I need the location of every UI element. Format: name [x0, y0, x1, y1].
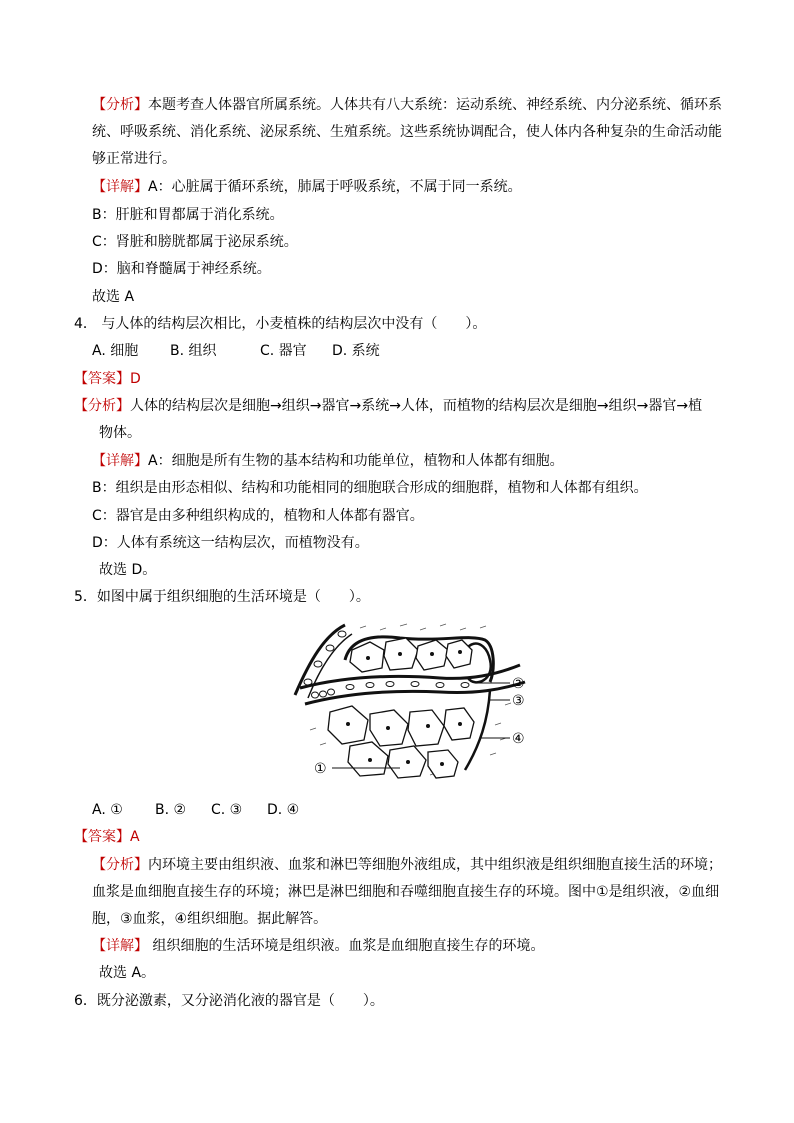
q5-option-c: C. ③ [211, 802, 243, 818]
q4-stem: 4． 与人体的结构层次相比，小麦植株的结构层次中没有（ ）。 [74, 316, 487, 332]
q3-analysis-line-2: 统、呼吸系统、消化系统、泌尿系统、生殖系统。这些系统协调配合，使人体内各种复杂的生命活动能 [92, 124, 722, 140]
q4-detail-b: B：组织是由形态相似、结构和功能相同的细胞联合形成的细胞群，植物和人体都有组织。 [92, 480, 648, 496]
q5-analysis-line-1 [92, 855, 722, 875]
analysis-text: 人体的结构层次是细胞→组织→器官→系统→人体，而植物的结构层次是细胞→组织→器官→植 [130, 398, 703, 414]
analysis-text: 本题考查人体器官所属系统。人体共有八大系统：运动系统、神经系统、内分泌系统、循环系 [148, 97, 722, 113]
analysis-tag: 【分析】 [74, 398, 130, 414]
q4-options [92, 341, 380, 361]
detail-text: A：细胞是所有生物的基本结构和功能单位，植物和人体都有细胞。 [148, 453, 564, 469]
q4-analysis-line-1 [74, 396, 702, 416]
tissue-cells-lower [328, 706, 474, 778]
q3-detail-b: B：肝脏和胃都属于消化系统。 [92, 207, 284, 223]
q5-option-d: D. ④ [267, 802, 300, 818]
analysis-tag: 【分析】 [92, 97, 148, 113]
q4-detail-c: C：器官是由多种组织构成的，植物和人体都有器官。 [92, 508, 424, 524]
q3-detail-c: C：肾脏和膀胱都属于泌尿系统。 [92, 234, 298, 250]
tissue-diagram [290, 620, 540, 790]
q5-answer [74, 827, 140, 847]
label-2: ② [512, 676, 525, 692]
analysis-text: 内环境主要由组织液、血浆和淋巴等细胞外液组成，其中组织液是组织细胞直接生活的环境； [148, 857, 722, 873]
detail-tag: 【详解】 [92, 179, 148, 195]
q3-analysis-line-1 [92, 95, 722, 115]
q4-option-d: D. 系统 [332, 343, 380, 359]
q5-option-a: A. ① [92, 802, 123, 818]
q4-option-b: B. 组织 [170, 343, 217, 359]
q3-choose: 故选 A [92, 289, 135, 305]
detail-text: 组织细胞的生活环境是组织液。血浆是血细胞直接生存的环境。 [148, 938, 545, 954]
q5-analysis-line-2: 血浆是血细胞直接生存的环境；淋巴是淋巴细胞和吞噬细胞直接生存的环境。图中①是组织液，②血细 [92, 884, 720, 900]
q4-analysis-line-2: 物体。 [99, 425, 141, 441]
q3-analysis-line-3: 够正常进行。 [92, 151, 176, 167]
capillary-red-cells [304, 631, 346, 685]
detail-tag: 【详解】 [92, 453, 148, 469]
q3-detail-d: D：脑和脊髓属于神经系统。 [92, 261, 271, 277]
blood-cells [312, 682, 470, 699]
q6-stem: 6．既分泌激素，又分泌消化液的器官是（ ）。 [74, 993, 384, 1009]
answer-text: 【答案】A [74, 829, 140, 845]
q5-analysis-line-3: 胞，③血浆，④组织细胞。据此解答。 [92, 911, 328, 927]
answer-text: 【答案】D [74, 371, 141, 387]
q5-choose: 故选 A。 [99, 965, 156, 981]
q4-option-a: A. 细胞 [92, 343, 139, 359]
q5-option-b: B. ② [155, 802, 187, 818]
q4-detail-d: D：人体有系统这一结构层次，而植物没有。 [92, 535, 369, 551]
label-3: ③ [512, 693, 525, 709]
analysis-tag: 【分析】 [92, 857, 148, 873]
tissue-cells-upper [350, 638, 472, 672]
q4-detail-a [92, 451, 564, 471]
blood-vessel-bottom-wall [305, 682, 525, 704]
label-1: ① [314, 761, 327, 777]
detail-text: A：心脏属于循环系统，肺属于呼吸系统，不属于同一系统。 [148, 179, 522, 195]
q5-detail [92, 936, 544, 956]
label-4: ④ [512, 731, 525, 747]
detail-tag: 【详解】 [92, 938, 148, 954]
q5-stem: 5．如图中属于组织细胞的生活环境是（ ）。 [74, 589, 370, 605]
q4-choose: 故选 D。 [99, 562, 157, 578]
q5-options [92, 800, 299, 820]
q3-detail-a [92, 177, 522, 197]
q4-option-c: C. 器官 [260, 343, 307, 359]
q4-answer [74, 369, 141, 389]
